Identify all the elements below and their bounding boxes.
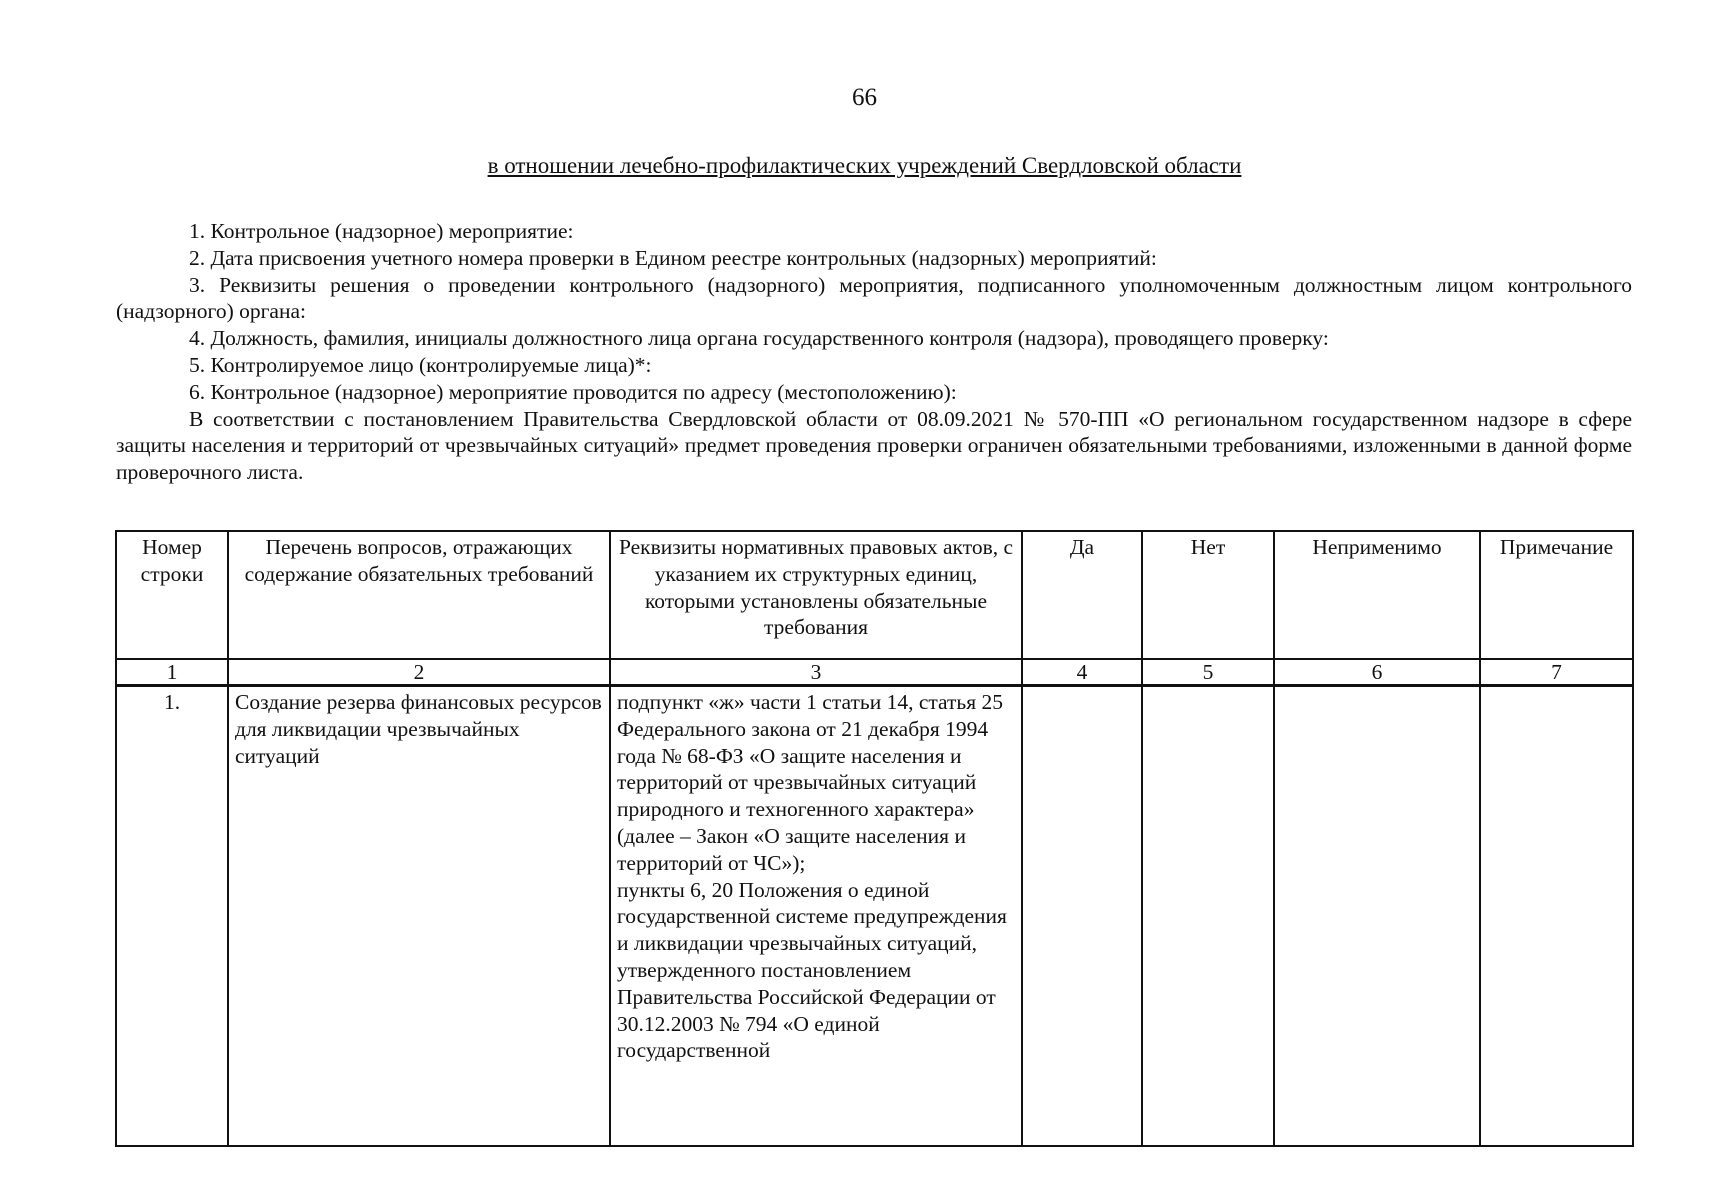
- question-cell: Создание резерва финансовых ресурсов для ликвидации чрезвычайных ситуаций: [228, 686, 610, 1147]
- header-legal-refs: Реквизиты нормативных правовых актов, с указанием их структурных единиц, которыми установлены обязательные требования: [610, 531, 1022, 659]
- intro-section: [116, 218, 1632, 486]
- column-number: 2: [228, 659, 610, 686]
- header-no: Нет: [1142, 531, 1274, 659]
- header-yes: Да: [1022, 531, 1142, 659]
- column-number: 6: [1274, 659, 1480, 686]
- table-header-row: [116, 531, 1633, 659]
- column-number: 3: [610, 659, 1022, 686]
- intro-paragraph-5: 5. Контролируемое лицо (контролируемые лица)*:: [189, 352, 652, 377]
- column-number: 5: [1142, 659, 1274, 686]
- table-row: [116, 686, 1633, 1147]
- note-cell[interactable]: [1480, 686, 1633, 1147]
- column-number: 4: [1022, 659, 1142, 686]
- legal-ref-text: пункты 6, 20 Положения о единой государственной системе предупреждения и ликвидации чрезвычайных ситуаций, утвержденного постановлением Правительства Российской Федерации от 30.12.2003 № 794 «О единой государственной: [617, 877, 1007, 1063]
- intro-paragraph-3: 3. Реквизиты решения о проведении контрольного (надзорного) мероприятия, подписанного уполномоченным должностным лицом контрольного (надзорного) органа:: [116, 272, 1632, 324]
- header-not-applicable: Неприменимо: [1274, 531, 1480, 659]
- no-cell[interactable]: [1142, 686, 1274, 1147]
- header-questions: Перечень вопросов, отражающих содержание обязательных требований: [228, 531, 610, 659]
- legal-refs-cell: [610, 686, 1022, 1147]
- yes-cell[interactable]: [1022, 686, 1142, 1147]
- intro-paragraph-4: 4. Должность, фамилия, инициалы должностного лица органа государственного контроля (надзора), проводящего проверку:: [189, 326, 1329, 351]
- document-heading: в отношении лечебно-профилактических учреждений Свердловской области: [487, 153, 1242, 178]
- column-number: 7: [1480, 659, 1633, 686]
- not-applicable-cell[interactable]: [1274, 686, 1480, 1147]
- intro-paragraph-2: 2. Дата присвоения учетного номера проверки в Едином реестре контрольных (надзорных) мероприятий:: [189, 245, 1157, 270]
- header-note: Примечание: [1480, 531, 1633, 659]
- page-number: 66: [852, 84, 877, 111]
- intro-paragraph-1: 1. Контрольное (надзорное) мероприятие:: [189, 219, 574, 243]
- row-number-cell: 1.: [116, 686, 228, 1147]
- column-number: 1: [116, 659, 228, 686]
- header-row-number: Номер строки: [116, 531, 228, 659]
- checklist-table: [115, 530, 1634, 1147]
- column-number-row: [116, 659, 1633, 686]
- intro-paragraph-7: В соответствии с постановлением Правительства Свердловской области от 08.09.2021 № 570-ПП «О региональном государственном надзоре в сфере защиты населения и территорий от чрезвычайных ситуаций» предмет проведения проверки ограничен обязательными требованиями, изложенными в данной форме проверочного листа.: [116, 406, 1632, 485]
- legal-ref-text: подпункт «ж» части 1 статьи 14, статья 25 Федерального закона от 21 декабря 1994 года № 68-ФЗ «О защите населения и территорий от чрезвычайных ситуаций природного и техногенного характера» (далее – Закон «О защите населения и территорий от ЧС»);: [617, 690, 1003, 875]
- intro-paragraph-6: 6. Контрольное (надзорное) мероприятие проводится по адресу (местоположению):: [189, 379, 957, 404]
